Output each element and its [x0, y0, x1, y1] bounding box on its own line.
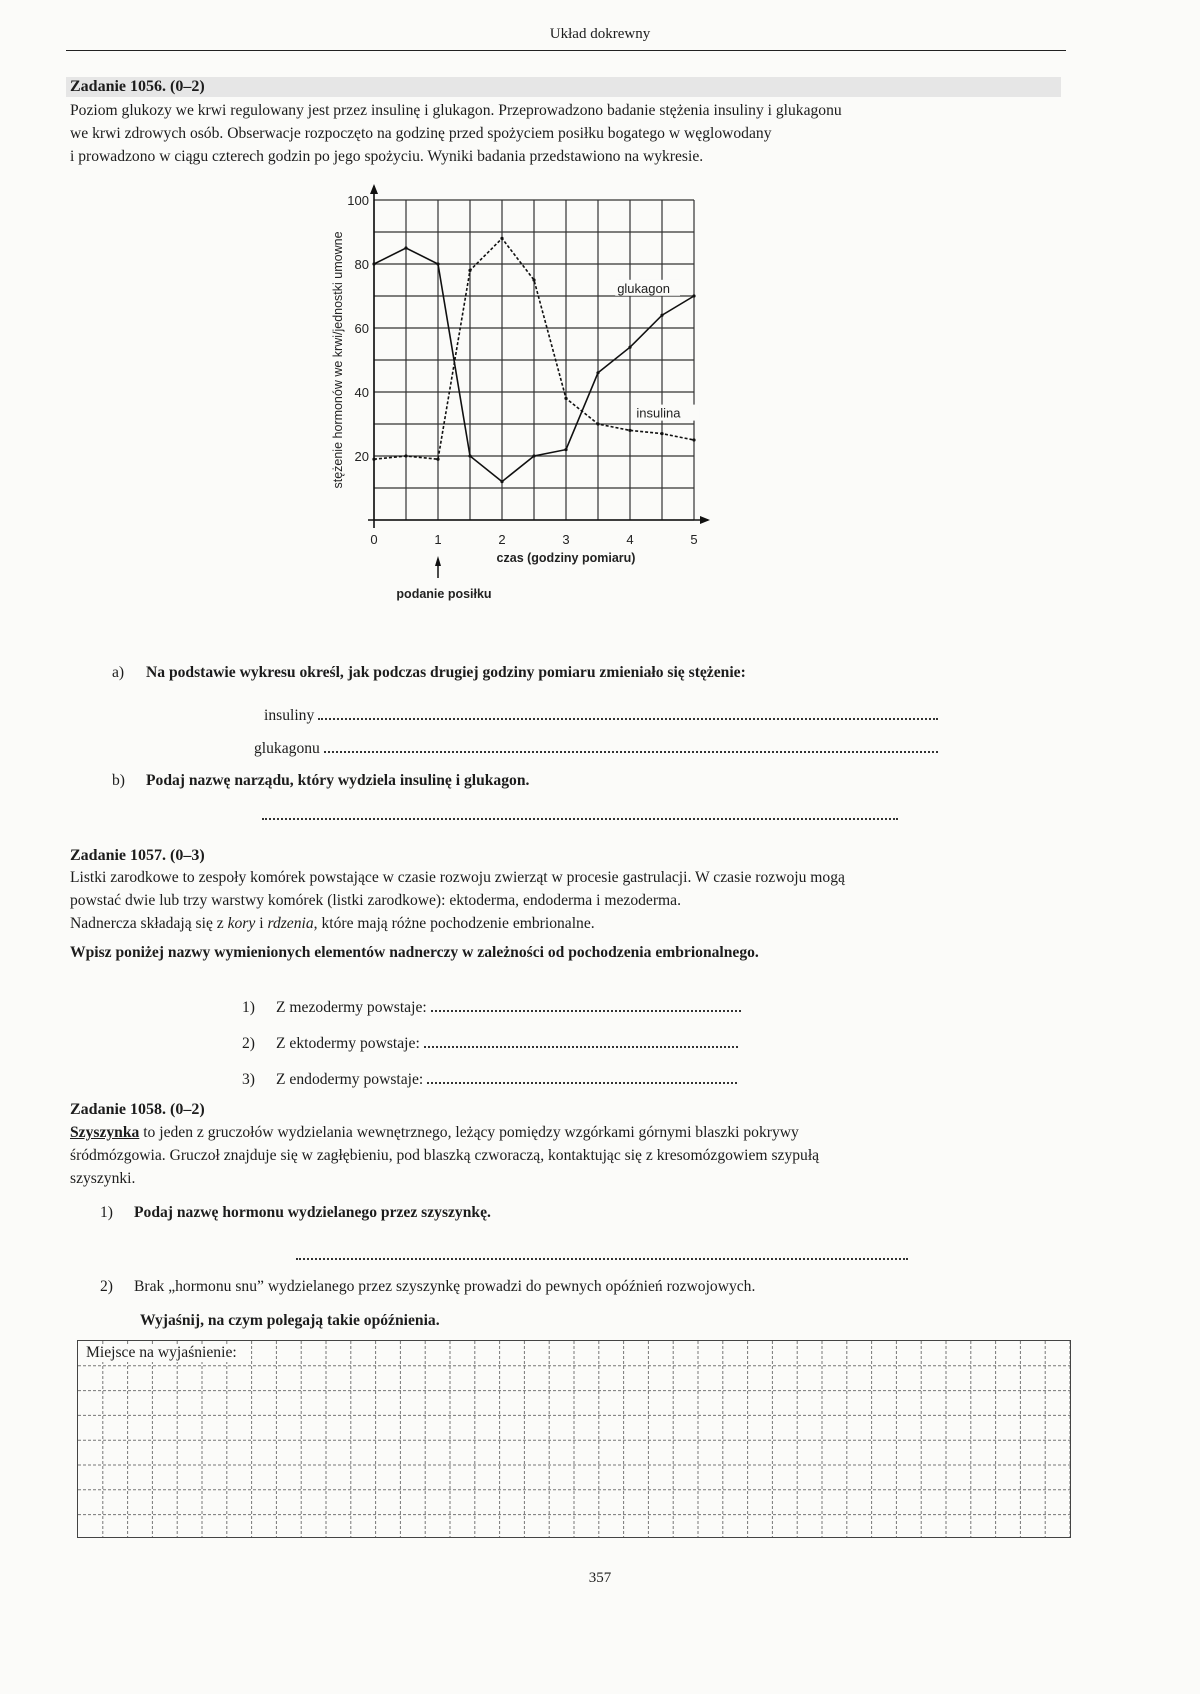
header-rule	[66, 50, 1066, 51]
x-tick-label: 3	[562, 532, 570, 547]
question-b	[112, 772, 529, 790]
task-1056-title: Zadanie 1056. (0–2)	[70, 78, 205, 95]
annotation-label: podanie posiłku	[396, 587, 492, 601]
question-2-number: 2)	[100, 1278, 113, 1295]
data-point-insulina	[660, 314, 663, 317]
item-text: Z endodermy powstaje:	[276, 1071, 424, 1088]
intro-text: to jeden z gruczołów wydzielania wewnętrznego, leżący pomiędzy wzgórkami górnymi blaszki pokrywy	[139, 1124, 799, 1141]
data-point-insulina	[532, 454, 535, 457]
item-text: Z ektodermy powstaje:	[276, 1035, 420, 1052]
intro-text: i	[255, 915, 268, 932]
data-point-glukagon	[468, 269, 471, 272]
intro-line: powstać dwie lub trzy warstwy komórek (listki zarodkowe): ektoderma, endoderma i mezoderma.	[70, 892, 681, 909]
data-point-insulina	[436, 262, 439, 265]
answer-grid-box[interactable]	[77, 1340, 1071, 1538]
answer-hormone-line[interactable]	[296, 1258, 908, 1260]
intro-line: i prowadzono w ciągu czterech godzin po jego spożyciu. Wyniki badania przedstawiono na wykresie.	[70, 148, 704, 165]
y-tick-label: 20	[354, 449, 369, 464]
item-number: 2)	[242, 1035, 255, 1052]
series-label-insulina: insulina	[636, 405, 681, 421]
intro-line	[70, 1121, 1060, 1144]
intro-line: śródmózgowia. Gruczoł znajduje się w zagłębieniu, pod blaszką czworaczą, kontaktując się z kresomózgowiem szypułą	[70, 1147, 820, 1164]
x-tick-label: 2	[498, 532, 506, 547]
x-axis-arrow	[700, 516, 710, 524]
x-tick-label: 1	[434, 532, 442, 547]
data-point-glukagon	[532, 278, 535, 281]
term-rdzenia: rdzenia	[267, 915, 314, 932]
x-axis-title: czas (godziny pomiaru)	[496, 551, 636, 565]
question-2-text: Brak „hormonu snu” wydzielanego przez szyszynkę prowadzi do pewnych opóźnień rozwojowych.	[134, 1278, 756, 1295]
question-1-text: Podaj nazwę hormonu wydzielanego przez szyszynkę.	[134, 1204, 491, 1221]
data-point-glukagon	[692, 438, 695, 441]
data-point-insulina	[692, 294, 695, 297]
data-point-insulina	[500, 480, 503, 483]
y-tick-label: 80	[354, 257, 369, 272]
data-point-glukagon	[372, 458, 375, 461]
page-number: 357	[588, 1570, 612, 1586]
x-tick-label: 5	[690, 532, 698, 547]
intro-line	[70, 912, 1060, 935]
task-1058-title: Zadanie 1058. (0–2)	[70, 1101, 205, 1118]
answer-glucagon-row[interactable]	[254, 737, 938, 758]
task-1057-instruction: Wpisz poniżej nazwy wymienionych elementów nadnerczy w zależności od pochodzenia embrionalnego.	[70, 944, 759, 961]
running-title: Układ dokrewny	[549, 26, 651, 42]
item-text: Z mezodermy powstaje:	[276, 999, 427, 1016]
answer-organ-line[interactable]	[262, 818, 898, 820]
question-a-text: Na podstawie wykresu określ, jak podczas drugiej godziny pomiaru zmieniało się stężenie:	[146, 664, 746, 681]
intro-text: Nadnercza składają się z	[70, 915, 228, 932]
answer-insulin-row[interactable]	[264, 704, 938, 725]
x-tick-label: 0	[370, 532, 378, 547]
intro-line: Listki zarodkowe to zespoły komórek powstające w czasie rozwoju zwierząt w procesie gastrulacji. W czasie rozwoju mogą	[70, 869, 845, 886]
x-tick-label: 4	[626, 532, 634, 547]
intro-line: szyszynki.	[70, 1170, 136, 1187]
question-1	[100, 1204, 491, 1222]
y-axis-title: stężenie hormonów we krwi/jednostki umowne	[331, 231, 345, 489]
question-b-label: b)	[112, 772, 125, 789]
data-point-insulina	[468, 454, 471, 457]
answer-line[interactable]	[431, 996, 741, 1012]
series-label-glukagon: glukagon	[617, 280, 670, 296]
ectoderm-item[interactable]	[242, 1032, 738, 1053]
data-point-insulina	[404, 246, 407, 249]
data-point-glukagon	[500, 237, 503, 240]
task-1056-intro	[70, 99, 1060, 168]
intro-line: we krwi zdrowych osób. Obserwacje rozpoczęto na godzinę przed spożyciem posiłku bogatego w węglowodany	[70, 125, 772, 142]
question-a-label: a)	[112, 664, 125, 681]
answer-line[interactable]	[424, 1032, 738, 1048]
task-1058-intro	[70, 1121, 1060, 1190]
data-point-glukagon	[404, 454, 407, 457]
question-2-instruction: Wyjaśnij, na czym polegają takie opóźnienia.	[140, 1312, 440, 1329]
y-tick-label: 60	[354, 321, 369, 336]
item-number: 3)	[242, 1071, 255, 1088]
term-kory: kory	[227, 915, 256, 932]
answer-glucagon-label: glukagonu	[254, 740, 320, 757]
item-number: 1)	[242, 999, 255, 1016]
hormone-chart	[330, 180, 770, 640]
answer-glucagon-line[interactable]	[324, 737, 938, 753]
answer-line[interactable]	[427, 1068, 737, 1084]
answer-insulin-line[interactable]	[318, 704, 938, 720]
data-point-insulina	[372, 262, 375, 265]
intro-line: Poziom glukozy we krwi regulowany jest przez insulinę i glukagon. Przeprowadzono badanie stężenia insuliny i glukagonu	[70, 102, 842, 119]
data-point-glukagon	[596, 422, 599, 425]
data-point-insulina	[596, 371, 599, 374]
y-axis-arrow	[370, 184, 378, 194]
data-point-glukagon	[660, 432, 663, 435]
answer-box-label: Miejsce na wyjaśnienie:	[86, 1344, 243, 1362]
task-1057-title: Zadanie 1057. (0–3)	[70, 847, 205, 864]
term-szyszynka: Szyszynka	[70, 1124, 140, 1141]
task-1057-intro	[70, 866, 1060, 935]
data-point-insulina	[628, 346, 631, 349]
data-point-glukagon	[564, 397, 567, 400]
task-title-shading	[66, 77, 1061, 97]
y-tick-label: 40	[354, 385, 369, 400]
data-point-glukagon	[436, 458, 439, 461]
answer-insulin-label: insuliny	[264, 707, 315, 724]
data-point-insulina	[564, 448, 567, 451]
intro-text: , które mają różne pochodzenie embrionalne.	[313, 915, 595, 932]
endoderm-item[interactable]	[242, 1068, 737, 1089]
question-1-number: 1)	[100, 1204, 113, 1221]
question-b-text: Podaj nazwę narządu, który wydziela insulinę i glukagon.	[146, 772, 530, 789]
annotation-arrowhead	[435, 556, 441, 566]
mesoderm-item[interactable]	[242, 996, 741, 1017]
answer-grid	[78, 1341, 1070, 1537]
y-tick-label: 100	[347, 193, 369, 208]
data-point-glukagon	[628, 429, 631, 432]
question-2	[100, 1278, 755, 1296]
question-a	[112, 664, 746, 682]
